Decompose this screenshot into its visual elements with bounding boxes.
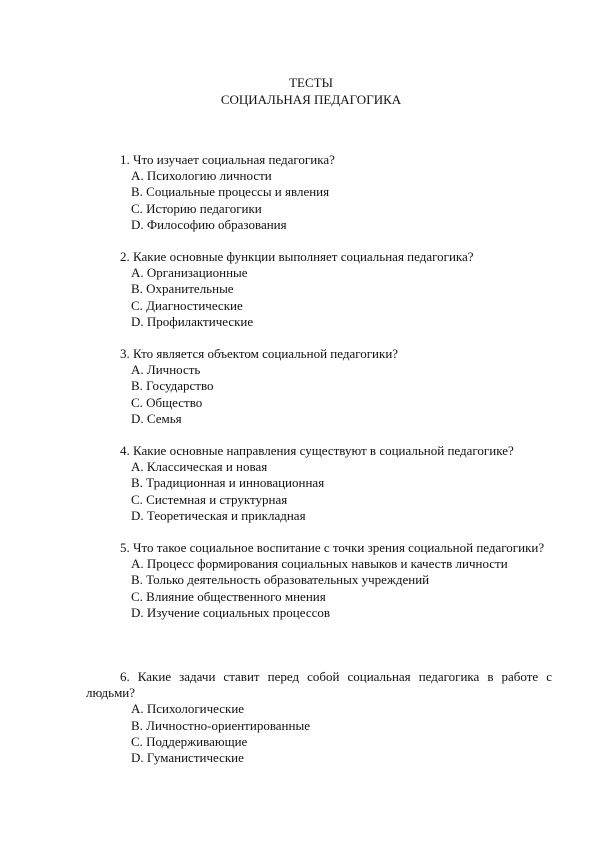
answer-option: A. Психологические: [131, 701, 245, 717]
answer-option: D. Семья: [131, 410, 182, 426]
title-line-2: СОЦИАЛЬНАЯ ПЕДАГОГИКА: [220, 92, 402, 107]
answer-option: D. Профилактические: [131, 313, 254, 329]
answer-option: B. Традиционная и инновационная: [131, 475, 325, 491]
answer-option: D. Гуманистические: [131, 750, 244, 766]
question-text: 3. Кто является объектом социальной педагогики?: [120, 346, 399, 361]
answer-option: A. Процесс формирования социальных навыков и качеств личности: [131, 556, 508, 572]
answer-option: C. Поддерживающие: [131, 733, 248, 749]
answer-option: B. Охранительные: [131, 281, 234, 297]
title-line-1: ТЕСТЫ: [289, 75, 333, 90]
question-1: [86, 152, 552, 233]
question-5: [86, 540, 552, 621]
answer-option: A. Организационные: [131, 265, 248, 281]
answer-option: B. Государство: [131, 378, 214, 394]
question-3: [86, 346, 552, 427]
answer-option: A. Классическая и новая: [131, 459, 268, 475]
answer-option: D. Изучение социальных процессов: [131, 604, 330, 620]
answer-option: B. Личностно-ориентированные: [131, 717, 310, 733]
question-4: [86, 443, 552, 524]
question-6: [86, 669, 552, 766]
document-title: [0, 74, 596, 108]
question-text: 5. Что такое социальное воспитание с точки зрения социальной педагогики?: [120, 540, 545, 555]
answer-option: D. Философию образования: [131, 216, 287, 232]
answer-option: C. Общество: [131, 394, 203, 410]
answer-option: B. Только деятельность образовательных учреждений: [131, 572, 430, 588]
answer-option: A. Психологию личности: [131, 168, 272, 184]
question-text: 2. Какие основные функции выполняет социальная педагогика?: [120, 249, 474, 264]
question-text: 4. Какие основные направления существуют в социальной педагогике?: [120, 443, 514, 458]
answer-option: A. Личность: [131, 362, 201, 378]
answer-option: B. Социальные процессы и явления: [131, 184, 330, 200]
question-2: [86, 249, 552, 330]
answer-option: C. Системная и структурная: [131, 491, 288, 507]
question-text: 6. Какие задачи ставит перед собой социальная педагогика в работе с людьми?: [86, 669, 552, 701]
question-text: 1. Что изучает социальная педагогика?: [120, 152, 335, 167]
answer-option: C. Диагностические: [131, 297, 243, 313]
answer-option: D. Теоретическая и прикладная: [131, 507, 306, 523]
answer-option: C. Историю педагогики: [131, 200, 262, 216]
answer-option: C. Влияние общественного мнения: [131, 588, 326, 604]
